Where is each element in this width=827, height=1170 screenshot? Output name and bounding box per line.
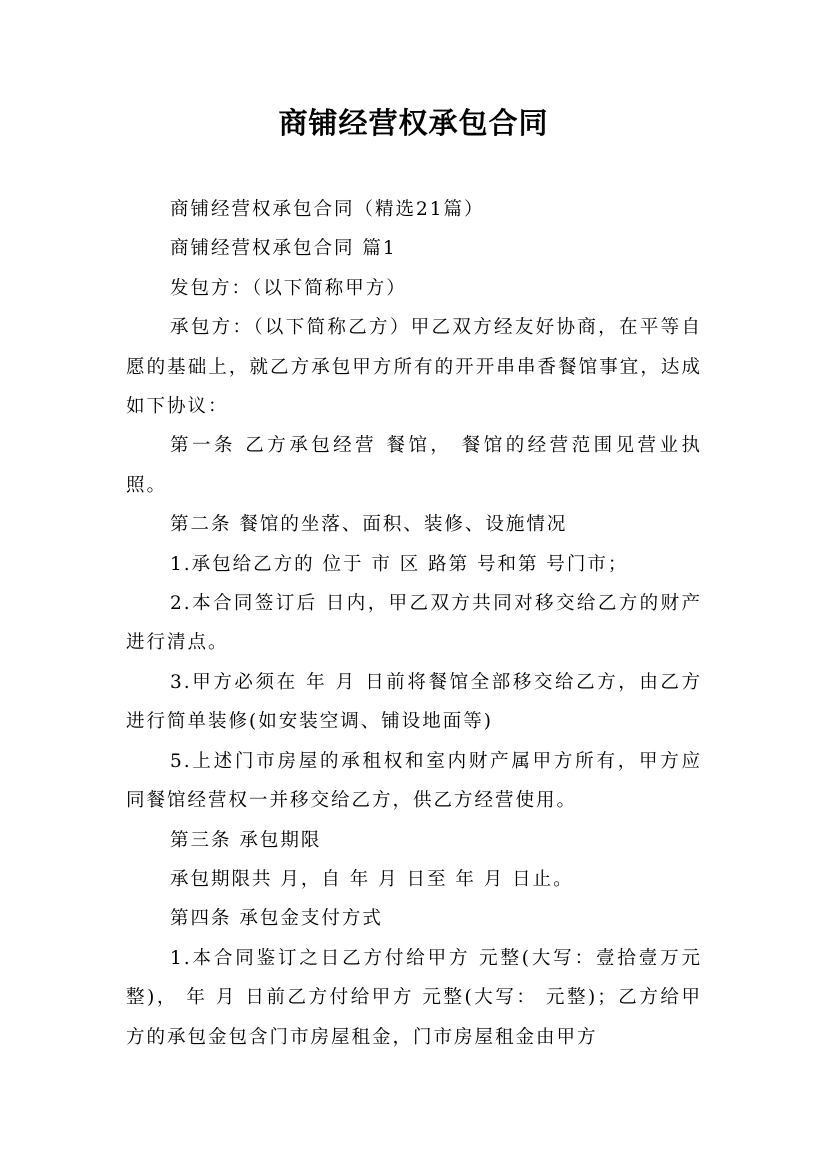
document-body (126, 190, 702, 1057)
document-title: 商铺经营权承包合同 (278, 106, 549, 140)
paragraph: 第二条 餐馆的坐落、面积、装修、设施情况 (170, 514, 568, 536)
paragraph: 第一条 乙方承包经营 餐馆， 餐馆的经营范围见营业执照。 (126, 435, 702, 496)
paragraph: 承包方：（以下简称乙方）甲乙双方经友好协商，在平等自愿的基础上，就乙方承包甲方所有的开开串串香餐馆事宜，达成如下协议： (126, 317, 702, 418)
paragraph: 1.承包给乙方的 位于 市 区 路第 号和第 号门市； (170, 553, 629, 575)
paragraph: 第三条 承包期限 (170, 829, 322, 851)
paragraph: 承包期限共 月，自 年 月 日至 年 月 日止。 (170, 868, 574, 890)
paragraph: 1.本合同鉴订之日乙方付给甲方 元整(大写：壹拾壹万元整)， 年 月 日前乙方付给甲方 元整(大写： 元整)；乙方给甲方的承包金包含门市房屋租金，门市房屋租金由甲方 (126, 947, 702, 1048)
paragraph: 发包方：（以下简称甲方） (170, 277, 407, 299)
paragraph: 第四条 承包金支付方式 (170, 908, 383, 930)
paragraph: 2.本合同签订后 日内，甲乙双方共同对移交给乙方的财产进行清点。 (126, 593, 702, 654)
paragraph: 5.上述门市房屋的承租权和室内财产属甲方所有，甲方应同餐馆经营权一并移交给乙方，供乙方经营使用。 (126, 750, 702, 812)
paragraph: 商铺经营权承包合同（精选21篇） (170, 199, 485, 220)
paragraph: 商铺经营权承包合同 篇1 (170, 238, 397, 260)
paragraph: 3.甲方必须在 年 月 日前将餐馆全部移交给乙方，由乙方进行简单装修(如安装空调、铺设地面等) (126, 671, 702, 733)
